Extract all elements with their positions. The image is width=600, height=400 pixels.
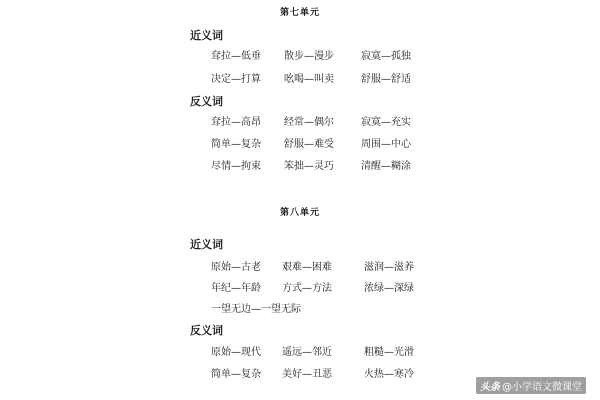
word-pair: 吆喝—叫卖 bbox=[284, 74, 334, 85]
unit7-antonyms-heading: 反义词 bbox=[190, 95, 223, 108]
unit8-synonyms-row-1 bbox=[0, 258, 600, 272]
word-pair: 经常—偶尔 bbox=[284, 117, 334, 128]
word-pair: 艰难—困难 bbox=[282, 262, 332, 273]
word-pair: 清醒—糊涂 bbox=[361, 161, 411, 172]
unit8-antonyms-row-1 bbox=[0, 343, 600, 357]
word-pair: 耷拉—高昂 bbox=[211, 117, 261, 128]
unit7-antonyms-row-1 bbox=[0, 113, 600, 127]
word-pair: 周围—中心 bbox=[361, 139, 411, 150]
unit8-antonyms-heading: 反义词 bbox=[190, 324, 223, 337]
word-pair: 笨拙—灵巧 bbox=[284, 161, 334, 172]
word-pair: 方式—方法 bbox=[282, 283, 332, 294]
word-pair: 散步—漫步 bbox=[284, 51, 334, 62]
word-pair: 滋润—滋养 bbox=[364, 262, 414, 273]
unit7-antonyms-row-2 bbox=[0, 135, 600, 149]
word-pair: 尽情—拘束 bbox=[211, 161, 261, 172]
unit7-synonyms-row-2 bbox=[0, 70, 600, 84]
unit8-synonyms-row-2 bbox=[0, 279, 600, 293]
unit7-antonyms-row-3 bbox=[0, 157, 600, 171]
word-pair: 浓绿—深绿 bbox=[364, 283, 414, 294]
word-pair: 原始—现代 bbox=[211, 347, 261, 358]
source-watermark bbox=[476, 377, 586, 394]
unit7-title: 第七单元 bbox=[279, 8, 320, 18]
word-pair: 舒服—难受 bbox=[284, 139, 334, 150]
watermark-account: @小学语文微课堂 bbox=[502, 382, 582, 393]
word-pair: 简单—复杂 bbox=[211, 139, 261, 150]
word-pair: 火热—寒冷 bbox=[364, 369, 414, 380]
word-pair: 简单—复杂 bbox=[211, 369, 261, 380]
unit8-title: 第八单元 bbox=[279, 208, 320, 218]
word-pair: 美好—丑恶 bbox=[282, 369, 332, 380]
word-pair: 决定—打算 bbox=[211, 74, 261, 85]
watermark-brand: 头条 bbox=[480, 382, 500, 393]
word-pair: 寂寞—孤独 bbox=[361, 51, 411, 62]
word-pair: 遥远—邻近 bbox=[282, 347, 332, 358]
unit7-synonyms-row-1 bbox=[0, 47, 600, 61]
unit8-synonyms-row-3 bbox=[0, 300, 600, 314]
word-pair: 寂寞—充实 bbox=[361, 117, 411, 128]
unit8-synonyms-heading: 近义词 bbox=[190, 238, 223, 251]
word-pair: 原始—古老 bbox=[211, 262, 261, 273]
unit7-synonyms-heading: 近义词 bbox=[190, 29, 223, 42]
word-pair: 粗糙—光滑 bbox=[364, 347, 414, 358]
word-pair: 一望无边—一望无际 bbox=[211, 304, 301, 315]
word-pair: 耷拉—低垂 bbox=[211, 51, 261, 62]
word-pair: 年纪—年龄 bbox=[211, 283, 261, 294]
word-pair: 舒服—舒适 bbox=[361, 74, 411, 85]
